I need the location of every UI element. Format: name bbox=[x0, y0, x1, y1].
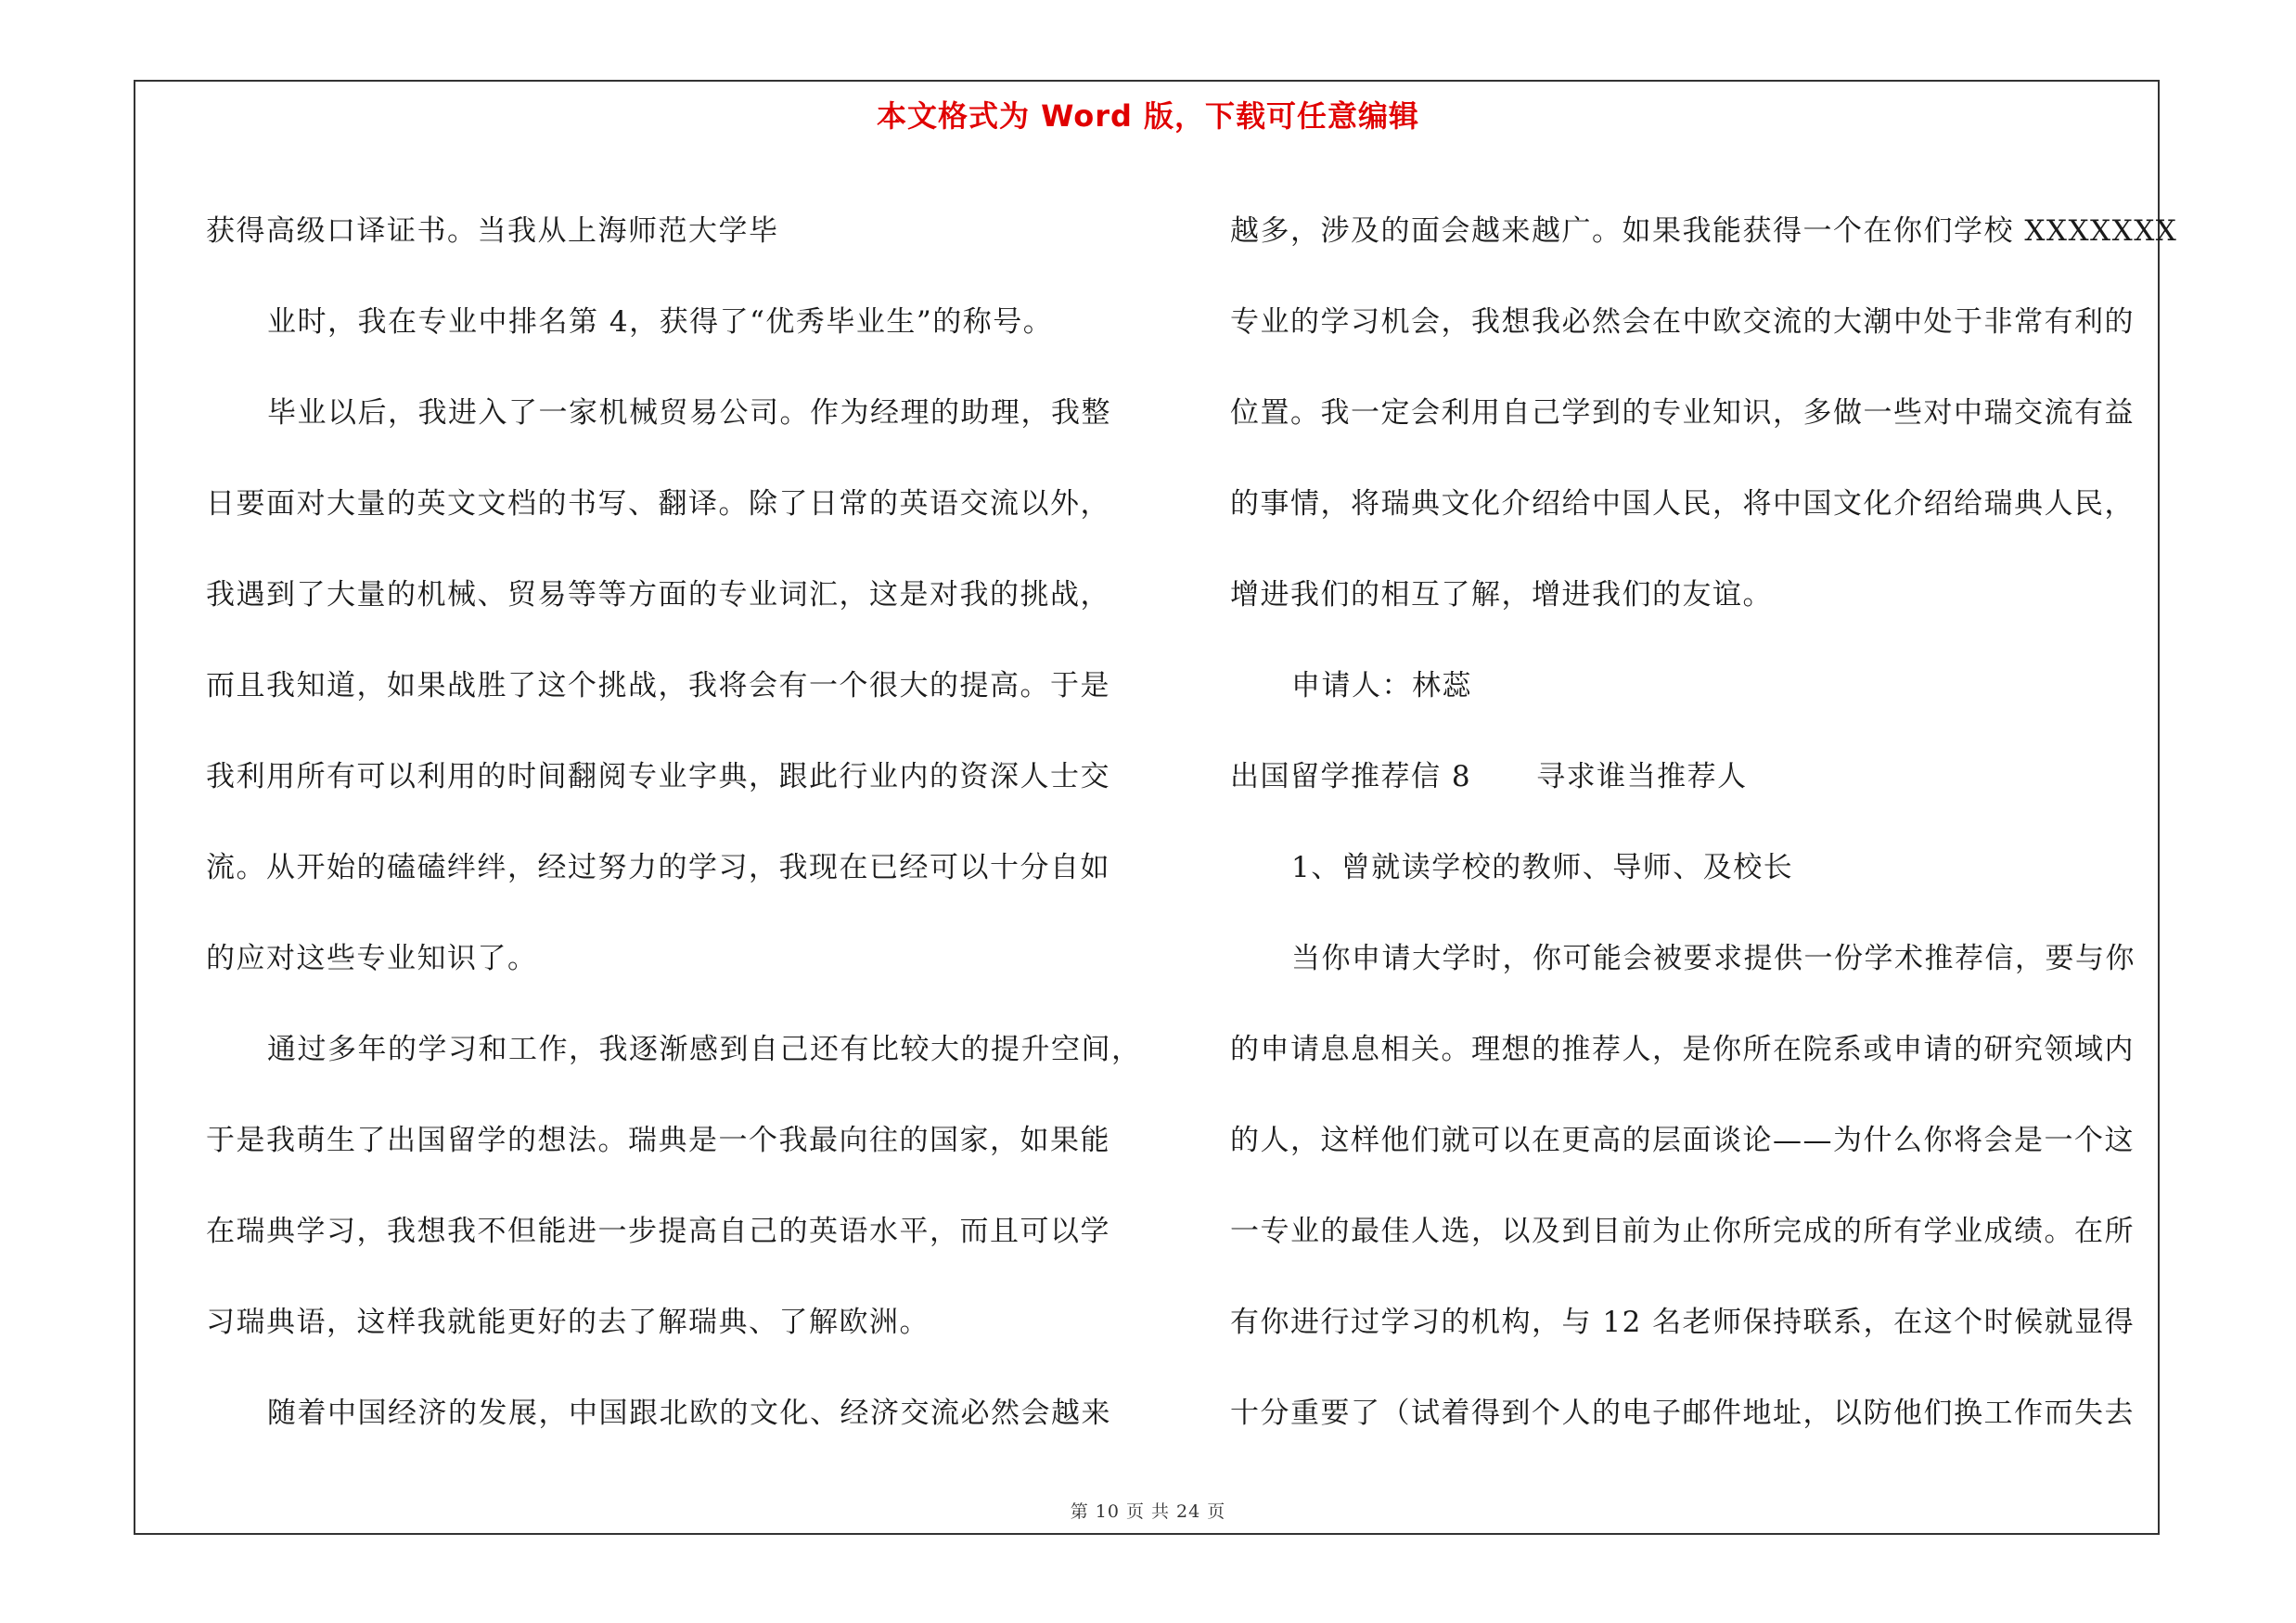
text-line: 习瑞典语，这样我就能更好的去了解瑞典、了解欧洲。 bbox=[206, 1306, 930, 1339]
section-title: 出国留学推荐信 8 bbox=[1230, 760, 1472, 793]
text-line: 日要面对大量的英文文档的书写、翻译。除了日常的英语交流以外， bbox=[206, 487, 1110, 521]
text-line: 越多，涉及的面会越来越广。如果我能获得一个在你们学校 XXXXXXX bbox=[1230, 214, 2178, 248]
text-line: 随着中国经济的发展，中国跟北欧的文化、经济交流必然会越来 bbox=[267, 1397, 1111, 1430]
text-line: 增进我们的相互了解，增进我们的友谊。 bbox=[1230, 578, 1773, 612]
text-line: 专业的学习机会，我想我必然会在中欧交流的大潮中处于非常有利的 bbox=[1230, 305, 2135, 339]
text-line: 我遇到了大量的机械、贸易等等方面的专业词汇，这是对我的挑战， bbox=[206, 578, 1110, 612]
list-item: 1、曾就读学校的教师、导师、及校长 bbox=[1291, 851, 1794, 884]
text-line: 通过多年的学习和工作，我逐渐感到自己还有比较大的提升空间， bbox=[267, 1033, 1142, 1066]
text-line: 的应对这些专业知识了。 bbox=[206, 942, 538, 975]
text-line: 位置。我一定会利用自己学到的专业知识，多做一些对中瑞交流有益 bbox=[1230, 396, 2135, 430]
text-line: 的事情，将瑞典文化介绍给中国人民，将中国文化介绍给瑞典人民， bbox=[1230, 487, 2135, 521]
text-line: 有你进行过学习的机构，与 12 名老师保持联系，在这个时候就显得 bbox=[1230, 1306, 2136, 1339]
right-text-column bbox=[1230, 186, 2178, 1459]
text-line: 业时，我在专业中排名第 4，获得了“优秀毕业生”的称号。 bbox=[267, 305, 1054, 339]
text-line: 一专业的最佳人选，以及到目前为止你所完成的所有学业成绩。在所 bbox=[1230, 1215, 2135, 1248]
left-text-column bbox=[206, 186, 1142, 1459]
format-notice-banner: 本文格式为 Word 版，下载可任意编辑 bbox=[876, 98, 1420, 134]
text-line: 毕业以后，我进入了一家机械贸易公司。作为经理的助理，我整 bbox=[267, 396, 1111, 430]
text-line: 当你申请大学时，你可能会被要求提供一份学术推荐信，要与你 bbox=[1291, 942, 2136, 975]
page-number: 第 10 页 共 24 页 bbox=[1070, 1501, 1226, 1522]
text-line: 的申请息息相关。理想的推荐人，是你所在院系或申请的研究领域内 bbox=[1230, 1033, 2135, 1066]
text-line: 流。从开始的磕磕绊绊，经过努力的学习，我现在已经可以十分自如 bbox=[206, 851, 1110, 884]
signature-line: 申请人：林蕊 bbox=[1291, 669, 1472, 702]
section-subtitle: 寻求谁当推荐人 bbox=[1536, 760, 1748, 793]
text-line: 的人，这样他们就可以在更高的层面谈论——为什么你将会是一个这 bbox=[1230, 1124, 2135, 1157]
text-line: 而且我知道，如果战胜了这个挑战，我将会有一个很大的提高。于是 bbox=[206, 669, 1110, 702]
section-heading bbox=[1230, 731, 2162, 822]
text-line: 于是我萌生了出国留学的想法。瑞典是一个我最向往的国家，如果能 bbox=[206, 1124, 1110, 1157]
text-line: 获得高级口译证书。当我从上海师范大学毕 bbox=[206, 214, 779, 248]
text-line: 在瑞典学习，我想我不但能进一步提高自己的英语水平，而且可以学 bbox=[206, 1215, 1110, 1248]
text-line: 我利用所有可以利用的时间翻阅专业字典，跟此行业内的资深人士交 bbox=[206, 760, 1110, 793]
text-line: 十分重要了（试着得到个人的电子邮件地址，以防他们换工作而失去 bbox=[1230, 1397, 2135, 1430]
